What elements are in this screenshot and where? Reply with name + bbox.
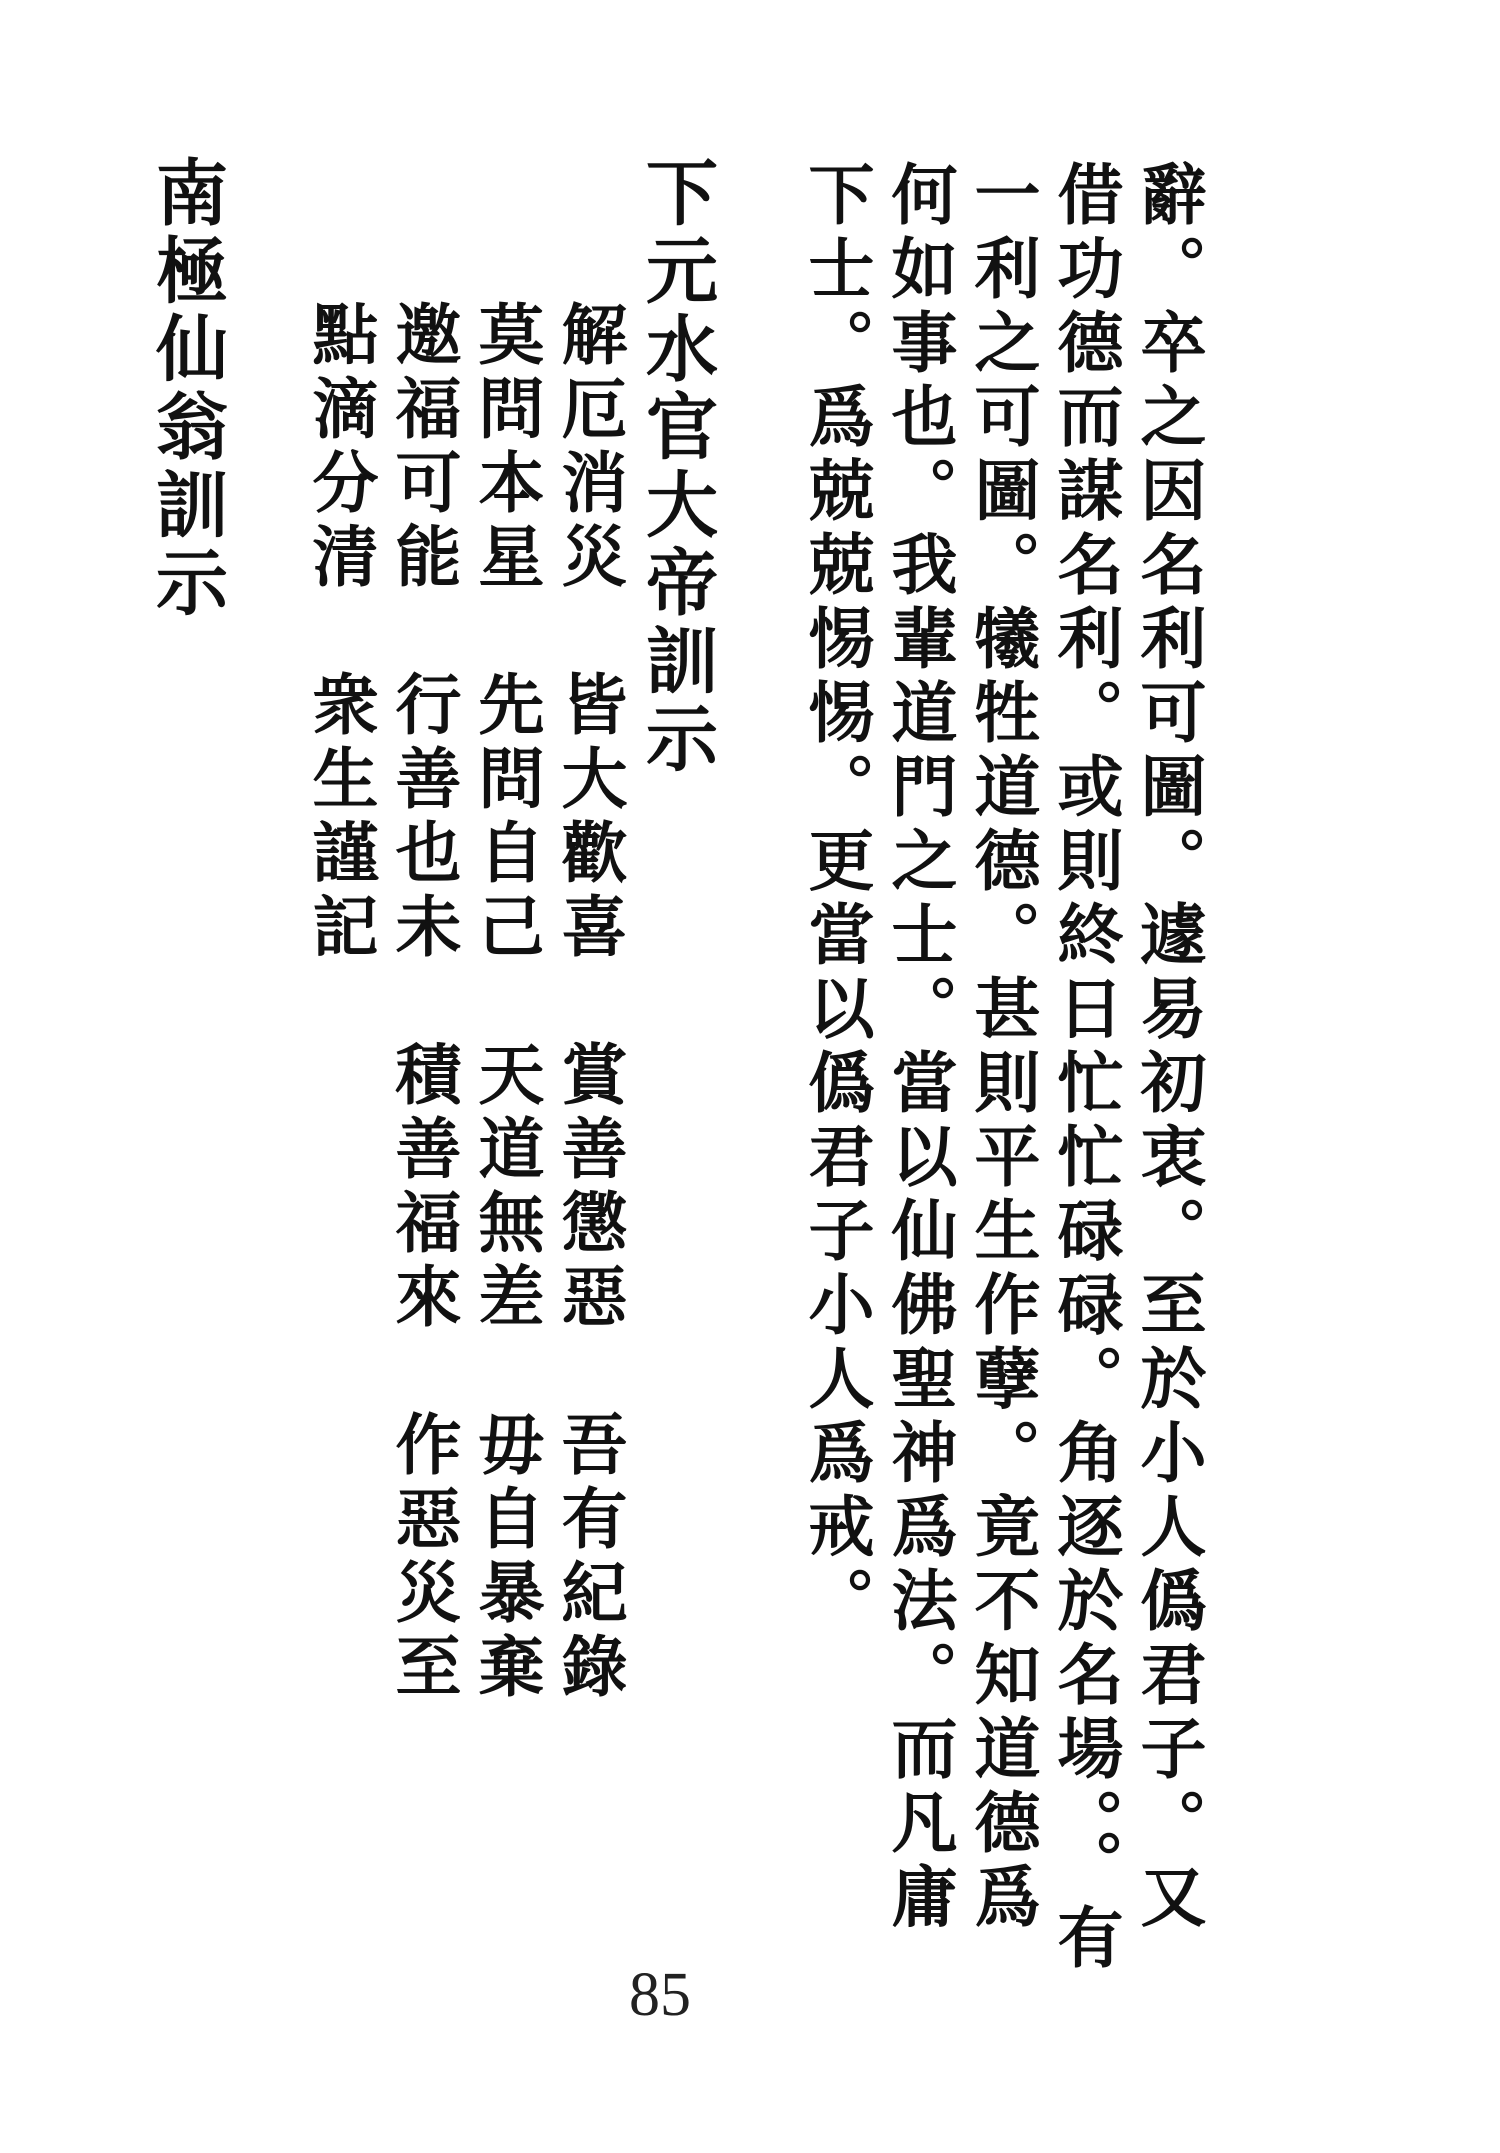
page-number: 85	[629, 1961, 691, 2029]
prose-column-3: 一利之可圖。犧牲道德。甚則平生作孽。竟不知道德爲	[963, 160, 1041, 1936]
prose-column-1: 辭。卒之因名利可圖。遽易初衷。至於小人僞君子。又	[1129, 160, 1207, 1936]
verse-column-4: 點滴分清 衆生謹記	[301, 300, 379, 966]
verse-column-3: 邀福可能 行善也未 積善福來 作惡災至	[384, 300, 462, 1706]
prose-column-5: 下士。爲兢兢惕惕。更當以僞君子小人爲戒。	[797, 160, 875, 1640]
section-title-water-official: 下元水官大帝訓示	[634, 155, 718, 779]
prose-column-4: 何如事也。我輩道門之士。當以仙佛聖神爲法。而凡庸	[880, 160, 958, 1936]
verse-column-2: 莫問本星 先問自己 天道無差 毋自暴棄	[467, 300, 545, 1706]
prose-column-2: 借功德而謀名利。或則終日忙忙碌碌。角逐於名場。。有	[1046, 160, 1124, 1977]
verse-column-1: 解厄消災 皆大歡喜 賞善懲惡 吾有紀錄	[550, 300, 628, 1706]
section-title-south-pole-immortal: 南極仙翁訓示	[144, 155, 228, 623]
